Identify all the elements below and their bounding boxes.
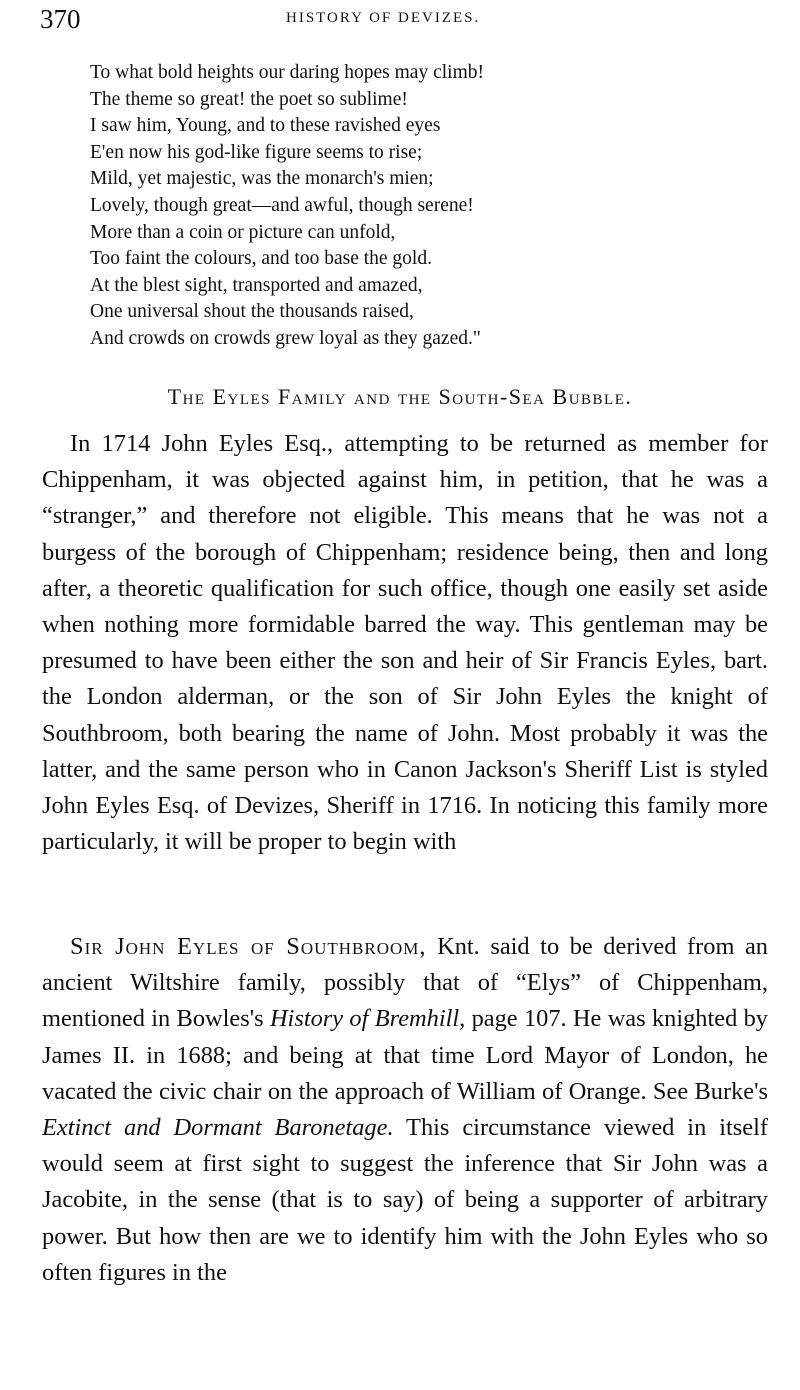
running-head: HISTORY OF DEVIZES. <box>286 10 481 26</box>
body-paragraph-2 <box>42 929 768 1291</box>
paragraph-text: This circumstance viewed in itself would seem at first sight to suggest the inference that Sir John was a Jacobite, in the sense (that is to say) of being a supporter of arbitrary power. But how then are we to identify him with the John Eyles who so often figures in the <box>42 1114 768 1286</box>
page-number: 370 <box>40 4 81 34</box>
poem-line: I saw him, Young, and to these ravished eyes <box>90 115 441 137</box>
paragraph-lead-name: Sir John Eyles of Southbroom, <box>70 933 427 960</box>
body-paragraph-1: In 1714 John Eyles Esq., attempting to be returned as member for Chippenham, it was objected against him, in petition, that he was a “stranger,” and therefore not eligible. This means that he was not a burgess of the borough of Chippenham; residence being, then and long after, a theoretic qualification for such office, though one easily set aside when nothing more formidable barred the way. This gentleman may be presumed to have been either the son and heir of Sir Francis Eyles, bart. the London alderman, or the son of Sir John Eyles the knight of Southbroom, both bearing the name of John. Most probably it was the latter, and the same person who in Canon Jackson's Sheriff List is styled John Eyles Esq. of Devizes, Sheriff in 1716. In noticing this family more particularly, it will be proper to begin with <box>42 430 768 856</box>
book-title: History of Bremhill, <box>269 1005 466 1033</box>
poem-quotation <box>90 60 770 353</box>
poem-line: To what bold heights our daring hopes may climb! <box>90 62 484 83</box>
poem-line: Mild, yet majestic, was the monarch's mien; <box>90 168 434 190</box>
paragraph-text: Knt. said to be derived from an ancient Wiltshire family, possibly that of “Elys” of Chippenham, mentioned in Bowles's <box>42 933 769 1033</box>
book-title: Extinct and Dormant Baronetage. <box>42 1114 394 1142</box>
poem-line: The theme so great! the poet so sublime! <box>90 88 408 110</box>
poem-line: Too faint the colours, and too base the gold. <box>90 248 432 270</box>
poem-line: E'en now his god-like figure seems to rise; <box>90 141 423 163</box>
section-heading: The Eyles Family and the South-Sea Bubble. <box>167 384 633 409</box>
poem-line: One universal shout the thousands raised, <box>90 301 414 323</box>
paragraph-text: page 107. He was knighted by James II. in 1688; and being at that time Lord Mayor of London, he vacated the civic chair on the approach of William of Orange. See Burke's <box>42 1005 768 1105</box>
poem-line: And crowds on crowds grew loyal as they gazed." <box>90 327 481 349</box>
poem-line: Lovely, though great—and awful, though serene! <box>90 194 474 216</box>
poem-line: More than a coin or picture can unfold, <box>90 221 396 243</box>
poem-line: At the blest sight, transported and amazed, <box>90 274 423 296</box>
